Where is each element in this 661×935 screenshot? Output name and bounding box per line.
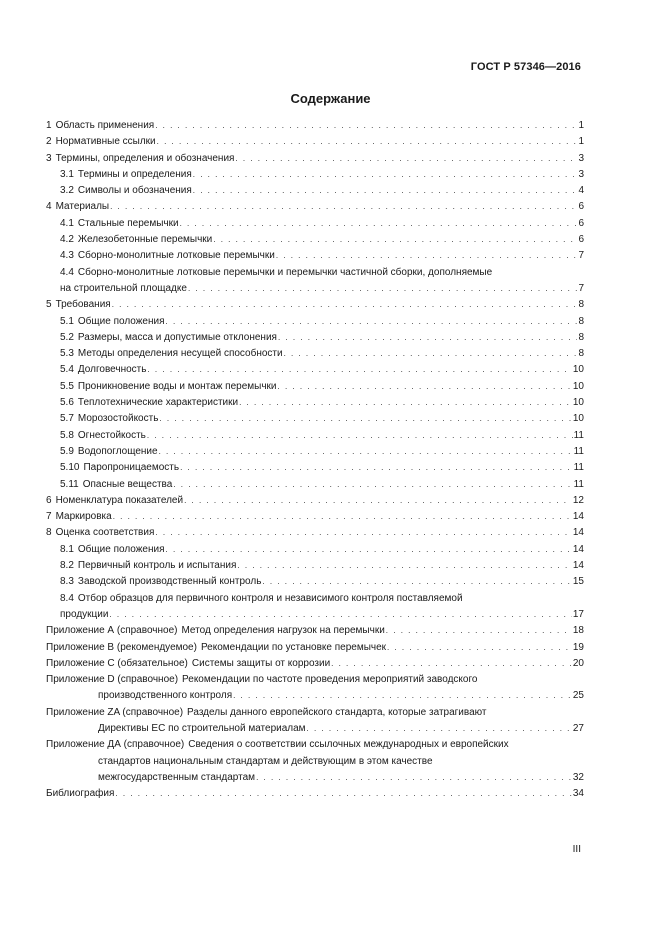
toc-entry[interactable]	[46, 477, 584, 493]
toc-entry-title-line1: Рекомендации по частоте проведения мероприятий заводского	[182, 674, 478, 686]
toc-entry-page: 8	[578, 299, 584, 311]
toc-entry[interactable]	[46, 428, 584, 444]
toc-entry-title-line2: на строительной площадке	[60, 282, 187, 294]
leader-dots	[213, 232, 577, 248]
leader-dots	[386, 623, 572, 639]
toc-entry-title: Паропроницаемость	[83, 462, 180, 474]
leader-dots	[173, 477, 572, 493]
toc-entry-number: 3	[46, 152, 52, 164]
toc-entry-title-line1: Разделы данного европейского стандарта, которые затрагивают	[187, 706, 487, 718]
toc-entry-title: Термины, определения и обозначения	[55, 152, 235, 164]
toc-entry-page: 18	[572, 625, 584, 637]
toc-entry[interactable]	[46, 362, 584, 378]
toc-entry-number: 5.9	[60, 445, 74, 457]
toc-entry-page: 1	[578, 136, 584, 148]
leader-dots	[284, 346, 578, 362]
leader-dots	[109, 607, 571, 623]
leader-dots	[331, 656, 572, 672]
toc-entry-title: Стальные перемычки	[77, 217, 179, 229]
leader-dots	[159, 411, 571, 427]
toc-entry-page: 6	[578, 234, 584, 246]
toc-entry-number: 5.1	[60, 315, 74, 327]
toc-entry-title-line2: продукции	[60, 608, 109, 620]
toc-entry-number: 4.2	[60, 234, 74, 246]
toc-entry-title: Водопоглощение	[77, 445, 158, 457]
toc-entry[interactable]	[46, 183, 584, 199]
toc-entry-number: 8.3	[60, 576, 74, 588]
toc-entry-title: Долговечность	[77, 364, 147, 376]
leader-dots	[188, 281, 577, 297]
toc-entry-title: Общие положения	[77, 543, 165, 555]
toc-entry-page: 12	[572, 494, 584, 506]
toc-entry-title-line2: производственного контроля	[98, 690, 233, 702]
leader-dots	[180, 216, 578, 232]
leader-dots	[233, 688, 572, 704]
document-code: ГОСТ Р 57346—2016	[470, 61, 581, 73]
toc-entry-number: 5.2	[60, 331, 74, 343]
toc-entry-number: 6	[46, 494, 52, 506]
toc-entry-page: 14	[572, 527, 584, 539]
toc-entry[interactable]	[46, 248, 584, 264]
leader-dots	[113, 509, 572, 525]
leader-dots	[235, 151, 577, 167]
toc-entry-page: 34	[572, 788, 584, 800]
toc-entry[interactable]	[46, 379, 584, 395]
appendix-label: Приложение А (справочное)	[46, 625, 178, 637]
toc-entry-title: Заводской производственный контроль	[77, 576, 262, 588]
leader-dots	[112, 297, 578, 313]
toc-entry-number: 8	[46, 527, 52, 539]
toc-appendix-entry[interactable]	[46, 656, 584, 672]
leader-dots	[239, 395, 572, 411]
toc-bibliography-entry[interactable]	[46, 786, 584, 802]
toc-entry-page: 10	[572, 364, 584, 376]
toc-appendix-entry[interactable]	[46, 623, 584, 639]
toc-entry-title: Номенклатура показателей	[55, 494, 184, 506]
toc-entry[interactable]	[46, 346, 584, 362]
toc-appendix-entry[interactable]	[46, 705, 584, 738]
leader-dots	[193, 183, 578, 199]
toc-entry-number: 4	[46, 201, 52, 213]
toc-entry-title-line2: стандартов национальным стандартам и действующим в этом качестве	[98, 755, 433, 767]
toc-entry-page: 19	[572, 641, 584, 653]
toc-entry-number: 4.4	[60, 266, 74, 278]
toc-entry[interactable]	[46, 232, 584, 248]
toc-entry-title: Морозостойкость	[77, 413, 159, 425]
toc-entry[interactable]	[46, 525, 584, 541]
toc-entry-page: 20	[572, 657, 584, 669]
toc-entry-page: 17	[572, 608, 584, 620]
toc-entry-number: 8.2	[60, 560, 74, 572]
toc-entry[interactable]	[46, 460, 584, 476]
toc-entry-title: Нормативные ссылки	[55, 136, 156, 148]
toc-entry-number: 7	[46, 511, 52, 523]
table-of-contents	[46, 118, 584, 802]
leader-dots	[276, 248, 578, 264]
toc-entry-title-line1: Сборно-монолитные лотковые перемычки и перемычки частичной сборки, дополняемые	[77, 266, 493, 278]
toc-entry-title: Размеры, масса и допустимые отклонения	[77, 331, 277, 343]
toc-entry[interactable]	[46, 330, 584, 346]
toc-entry[interactable]	[46, 493, 584, 509]
toc-entry-title: Маркировка	[55, 511, 112, 523]
toc-entry-number: 5.4	[60, 364, 74, 376]
toc-entry[interactable]	[46, 542, 584, 558]
leader-dots	[166, 314, 578, 330]
toc-entry-title: Железобетонные перемычки	[77, 234, 213, 246]
toc-entry-number: 1	[46, 120, 52, 131]
toc-entry-number: 3.1	[60, 168, 74, 180]
appendix-label: Приложение С (обязательное)	[46, 657, 188, 669]
toc-entry[interactable]	[46, 444, 584, 460]
toc-entry[interactable]	[46, 265, 584, 298]
toc-entry[interactable]	[46, 199, 584, 215]
leader-dots	[147, 428, 573, 444]
toc-entry-title: Опасные вещества	[82, 478, 173, 490]
toc-entry-number: 2	[46, 136, 52, 148]
toc-entry-number: 4.3	[60, 250, 74, 262]
toc-entry-page: 3	[578, 168, 584, 180]
toc-entry[interactable]	[46, 591, 584, 624]
toc-entry-page: 27	[572, 722, 584, 734]
toc-entry-title: Термины и определения	[77, 168, 192, 180]
leader-dots	[387, 640, 572, 656]
toc-entry-number: 5.8	[60, 429, 74, 441]
toc-appendix-entry[interactable]	[46, 737, 584, 786]
leader-dots	[159, 444, 573, 460]
toc-entry-title: Рекомендации по установке перемычек	[200, 641, 387, 653]
appendix-label: Приложение ZA (справочное)	[46, 706, 184, 718]
leader-dots	[237, 558, 571, 574]
toc-entry[interactable]	[46, 574, 584, 590]
toc-entry-title: Огнестойкость	[77, 429, 146, 441]
toc-entry-page: 8	[578, 348, 584, 360]
toc-entry-page: 6	[578, 217, 584, 229]
toc-appendix-entry[interactable]	[46, 672, 584, 705]
toc-entry-page: 25	[572, 690, 584, 702]
toc-entry[interactable]	[46, 297, 584, 313]
leader-dots	[193, 167, 578, 183]
toc-entry-title: Системы защиты от коррозии	[191, 657, 331, 669]
leader-dots	[307, 721, 572, 737]
appendix-label: Приложение D (справочное)	[46, 674, 179, 686]
toc-entry-title: Сборно-монолитные лотковые перемычки	[77, 250, 275, 262]
toc-entry-number: 5.6	[60, 397, 74, 409]
toc-entry-title: Общие положения	[77, 315, 165, 327]
toc-entry[interactable]	[46, 151, 584, 167]
toc-entry-number: 5.11	[60, 478, 79, 490]
page-number: III	[572, 844, 581, 855]
leader-dots	[278, 379, 572, 395]
toc-entry-page: 8	[578, 331, 584, 343]
leader-dots	[278, 330, 577, 346]
toc-entry-page: 4	[578, 185, 584, 197]
page-title: Содержание	[290, 91, 371, 106]
leader-dots	[115, 786, 571, 802]
leader-dots	[184, 493, 572, 509]
leader-dots	[110, 199, 577, 215]
toc-entry-title: Методы определения несущей способности	[77, 348, 283, 360]
leader-dots	[180, 460, 573, 476]
toc-entry-page: 14	[572, 543, 584, 555]
toc-entry-title-line3: межгосударственным стандартам	[98, 771, 256, 783]
toc-entry-title: Символы и обозначения	[77, 185, 192, 197]
toc-entry-page: 10	[572, 397, 584, 409]
leader-dots	[155, 525, 572, 541]
toc-entry-page: 1	[578, 120, 584, 131]
leader-dots	[166, 542, 572, 558]
toc-entry-title: Первичный контроль и испытания	[77, 560, 237, 572]
toc-entry[interactable]	[46, 118, 584, 134]
toc-entry-page: 11	[573, 462, 584, 474]
toc-entry[interactable]	[46, 134, 584, 150]
leader-dots	[256, 770, 572, 786]
toc-entry-title: Оценка соответствия	[55, 527, 155, 539]
appendix-label: Приложение ДА (справочное)	[46, 739, 185, 751]
toc-entry-number: 8.4	[60, 592, 74, 604]
toc-entry-number: 5.3	[60, 348, 74, 360]
toc-entry-title: Проникновение воды и монтаж перемычки	[77, 380, 277, 392]
toc-entry-page: 14	[572, 511, 584, 523]
toc-entry-title: Метод определения нагрузок на перемычки	[181, 625, 385, 637]
toc-entry-title-line1: Сведения о соответствии ссылочных международных и европейских	[188, 739, 509, 751]
toc-entry-page: 11	[573, 478, 584, 490]
toc-entry-page: 6	[578, 201, 584, 213]
toc-entry[interactable]	[46, 411, 584, 427]
leader-dots	[147, 362, 571, 378]
toc-entry-number: 5.10	[60, 462, 80, 474]
leader-dots	[157, 134, 578, 150]
toc-entry-number: 8.1	[60, 543, 74, 555]
toc-entry-number: 4.1	[60, 217, 74, 229]
toc-entry-page: 11	[573, 429, 584, 441]
leader-dots	[262, 574, 571, 590]
appendix-label: Приложение В (рекомендуемое)	[46, 641, 197, 653]
toc-entry-number: 5.5	[60, 380, 74, 392]
toc-entry-page: 14	[572, 560, 584, 572]
toc-entry-number: 5.7	[60, 413, 74, 425]
toc-entry-page: 3	[578, 152, 584, 164]
toc-entry-title: Требования	[55, 299, 111, 311]
toc-entry[interactable]	[46, 395, 584, 411]
toc-entry-page: 10	[572, 413, 584, 425]
toc-entry-title-line1: Отбор образцов для первичного контроля и независимого контроля поставляемой	[77, 592, 463, 604]
toc-entry-page: 32	[572, 771, 584, 783]
toc-entry-page: 7	[578, 282, 584, 294]
toc-entry-title: Материалы	[55, 201, 110, 213]
toc-entry-page: 8	[578, 315, 584, 327]
toc-entry-title: Область применения	[55, 120, 155, 131]
toc-entry-page: 11	[573, 445, 584, 457]
toc-appendix-entry[interactable]	[46, 640, 584, 656]
toc-entry-number: 5	[46, 299, 52, 311]
toc-entry-page: 15	[572, 576, 584, 588]
toc-entry-title: Теплотехнические характеристики	[77, 397, 239, 409]
toc-entry-page: 10	[572, 380, 584, 392]
toc-entry-title-line2: Директивы ЕС по строительной материалам	[98, 722, 306, 734]
toc-entry-page: 7	[578, 250, 584, 262]
toc-entry[interactable]	[46, 314, 584, 330]
toc-entry[interactable]	[46, 509, 584, 525]
toc-entry[interactable]	[46, 167, 584, 183]
toc-entry[interactable]	[46, 216, 584, 232]
toc-entry[interactable]	[46, 558, 584, 574]
leader-dots	[155, 118, 577, 134]
toc-entry-title: Библиография	[46, 788, 115, 800]
toc-entry-number: 3.2	[60, 185, 74, 197]
